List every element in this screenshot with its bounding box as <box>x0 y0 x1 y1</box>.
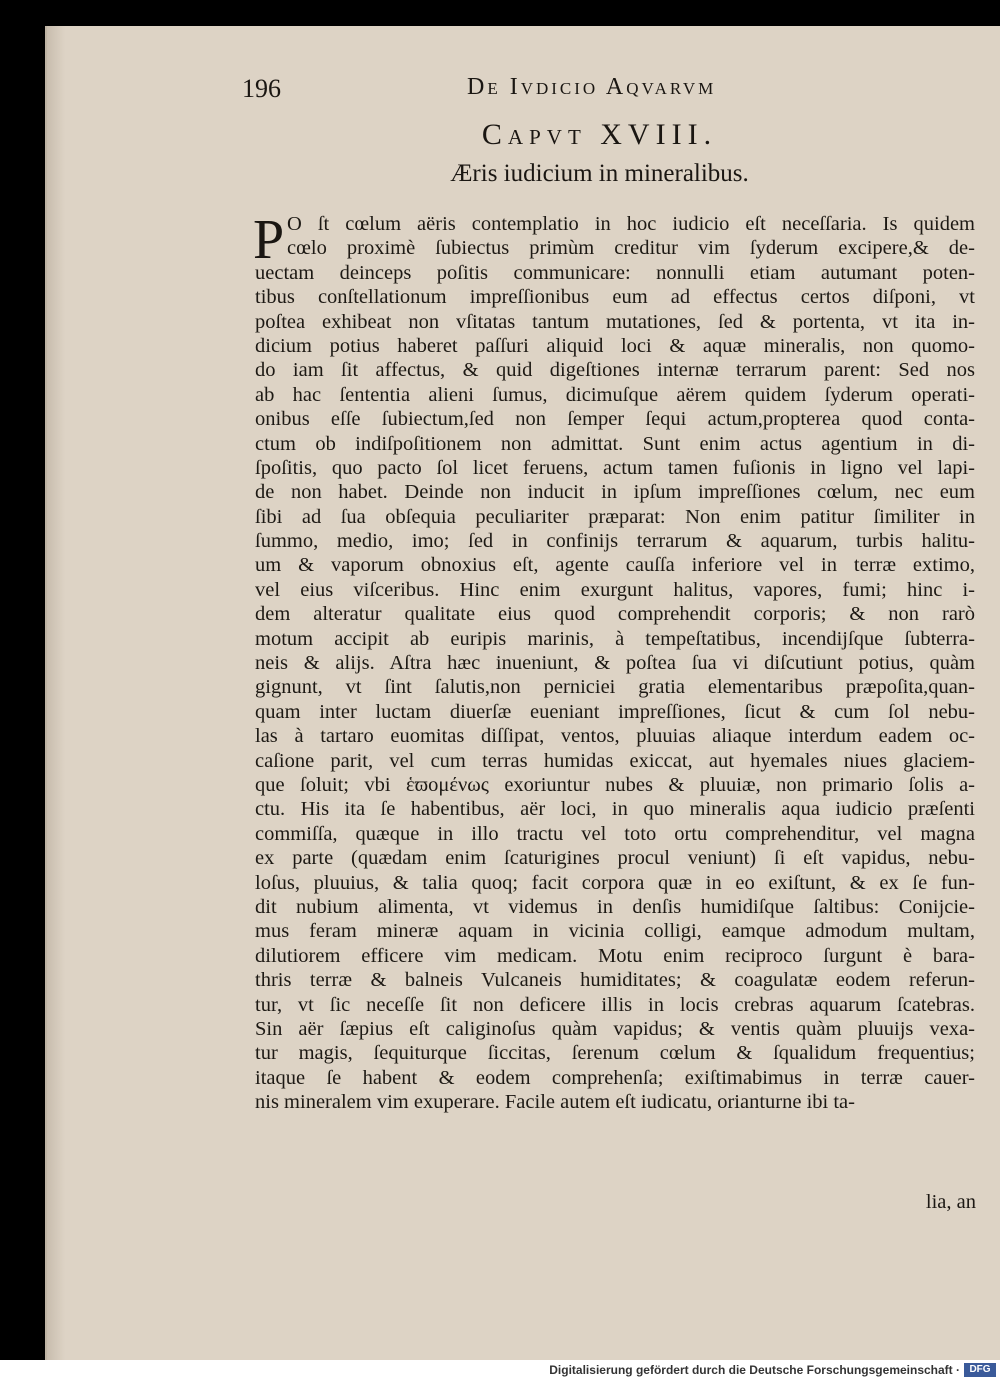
text-line: Sin aër ſæpius eſt caliginoſus quàm vapidus; & ventis quàm pluuijs vexa- <box>255 1017 975 1040</box>
footer-credit: Digitalisierung gefördert durch die Deutsche Forschungsgemeinschaft · <box>549 1363 960 1377</box>
page-number: 196 <box>242 74 281 103</box>
text-line: neis & alijs. Aſtra hæc inueniunt, & poſtea ſua vi diſcutiunt potius, quàm <box>255 652 975 675</box>
text-line: dem alteratur qualitate eius quod comprehendit corporis; & non rarò <box>255 603 975 626</box>
text-line: poſtea exhibeat non vſitatas tantum mutationes, ſed & portenta, vt ita in- <box>255 310 975 333</box>
text-line: gignunt, vt ſint ſalutis,non perniciei gratia elementaribus præpoſita,quan- <box>255 676 975 699</box>
chapter-title: Capvt XVIII. <box>481 118 718 151</box>
page-header <box>242 74 942 110</box>
text-line: motum accipit ab euripis marinis, à tempeſtatibus, incendijſque ſubterra- <box>255 627 975 650</box>
digitization-footer <box>0 1360 1000 1381</box>
text-line: dit nubium alimenta, vt videmus in denſis humidiſque ſaltibus: Conijcie- <box>255 895 975 918</box>
text-line: cœlo proximè ſubiectus primùm creditur vim ſyderum excipere,& de- <box>287 237 975 260</box>
text-line: las à tartaro euomitas diſſipat, ventos, pluuias aliaque interdum eadem oc- <box>255 725 975 748</box>
text-line: ſummo, medio, imo; ſed in confinijs terrarum & aquarum, turbis halitu- <box>255 530 975 553</box>
text-line: quam inter luctam diuerſæ eueniant impreſſiones, ſicut & cum ſol nebu- <box>255 700 975 723</box>
text-line: nis mineralem vim exuperare. Facile autem eſt iudicatu, orianturne ibi ta- <box>255 1091 855 1114</box>
text-line: ab hac ſententia alieni ſumus, dicimuſque aërem quidem ſyderum operati- <box>255 383 975 406</box>
text-line: commiſſa, quæque in illo tractu vel toto ortu comprehenditur, vel magna <box>255 822 975 845</box>
running-head: De Ivdicio Aqvarvm <box>467 74 717 100</box>
drop-cap-initial: P <box>253 209 285 271</box>
text-line: uectam deinceps poſitis communicare: nonnulli etiam autumant poten- <box>255 261 975 284</box>
dfg-logo-icon: DFG <box>964 1363 996 1377</box>
text-line: itaque ſe habent & eodem comprehenſa; exiſtimabimus in terræ cauer- <box>255 1066 975 1089</box>
text-line: thris terræ & balneis Vulcaneis humiditates; & coagulatæ eodem referun- <box>255 969 975 992</box>
body-text <box>253 209 975 1114</box>
page-gutter <box>47 26 65 1360</box>
text-line: caſione parit, vel cum terras humidas exiccat, aut hyemales niues glaciem- <box>255 749 975 772</box>
text-line: tibus conſtellationum impreſſionibus eum ad effectus certos diſponi, vt <box>255 286 975 309</box>
text-line: ſibi ad ſua obſequia peculiariter præparat: Non enim patitur ſimiliter in <box>255 505 975 528</box>
text-line: mus feram mineræ aquam in vicinia colligi, eamque admodum multam, <box>255 920 975 943</box>
text-line: tur magis, ſequiturque ſiccitas, ſerenum cœlum & ſqualidum frequentius; <box>255 1042 975 1065</box>
text-line: dicium potius haberet paſſuri aliquid loci & aquæ mineralis, non quomo- <box>255 334 975 357</box>
text-line: que ſoluit; vbi ἑϖομένως exoriuntur nubes & pluuiæ, non primario ſolis a- <box>255 773 975 796</box>
text-line: do iam ſit affectus, & quid digeſtiones internæ terrarum parent: Sed nos <box>255 359 975 382</box>
text-line: onibus eſſe ſubiectum,ſed non ſemper ſequi actum,propterea quod conta- <box>255 408 975 431</box>
text-line: ctu. His ita ſe habentibus, aër loci, in quo mineralis aqua iudicio præſenti <box>255 798 975 821</box>
text-line: um & vaporum obnoxius eſt, agente cauſſa inferiore vel in terræ extimo, <box>255 554 975 577</box>
catchword: lia, an <box>925 1191 976 1213</box>
text-line: de non habet. Deinde non inducit in ipſum impreſſiones cœlum, nec eum <box>255 481 975 504</box>
chapter-subtitle: Æris iudicium in mineralibus. <box>450 160 749 187</box>
text-line: tur, vt ſic neceſſe ſit non deficere illis in locis crebras aquarum ſcatebras. <box>255 993 975 1016</box>
text-line: O ſt cœlum aëris contemplatio in hoc iudicio eſt neceſſaria. Is quidem <box>287 213 975 235</box>
text-line: ſpoſitis, quo pacto ſol licet feruens, actum tamen fuſionis in ligno vel lapi- <box>255 456 975 479</box>
text-line: vel eius viſceribus. Hinc enim exurgunt halitus, vapores, fumi; hinc i- <box>255 578 975 601</box>
text-line: dilutiorem efficere vim medicam. Motu enim reciproco ſurgunt è bara- <box>255 944 975 967</box>
text-line: loſus, pluuius, & talia quoq; facit corpora quæ in eo exiſtunt, & ex ſe fun- <box>255 871 975 894</box>
book-page <box>45 26 1000 1360</box>
text-line: ex parte (quædam enim ſcaturigines procul veniunt) ſi eſt vapidus, nebu- <box>255 847 975 870</box>
text-line: ctum ob indiſpoſitionem non admittat. Sunt enim actus agentium in di- <box>255 432 975 455</box>
